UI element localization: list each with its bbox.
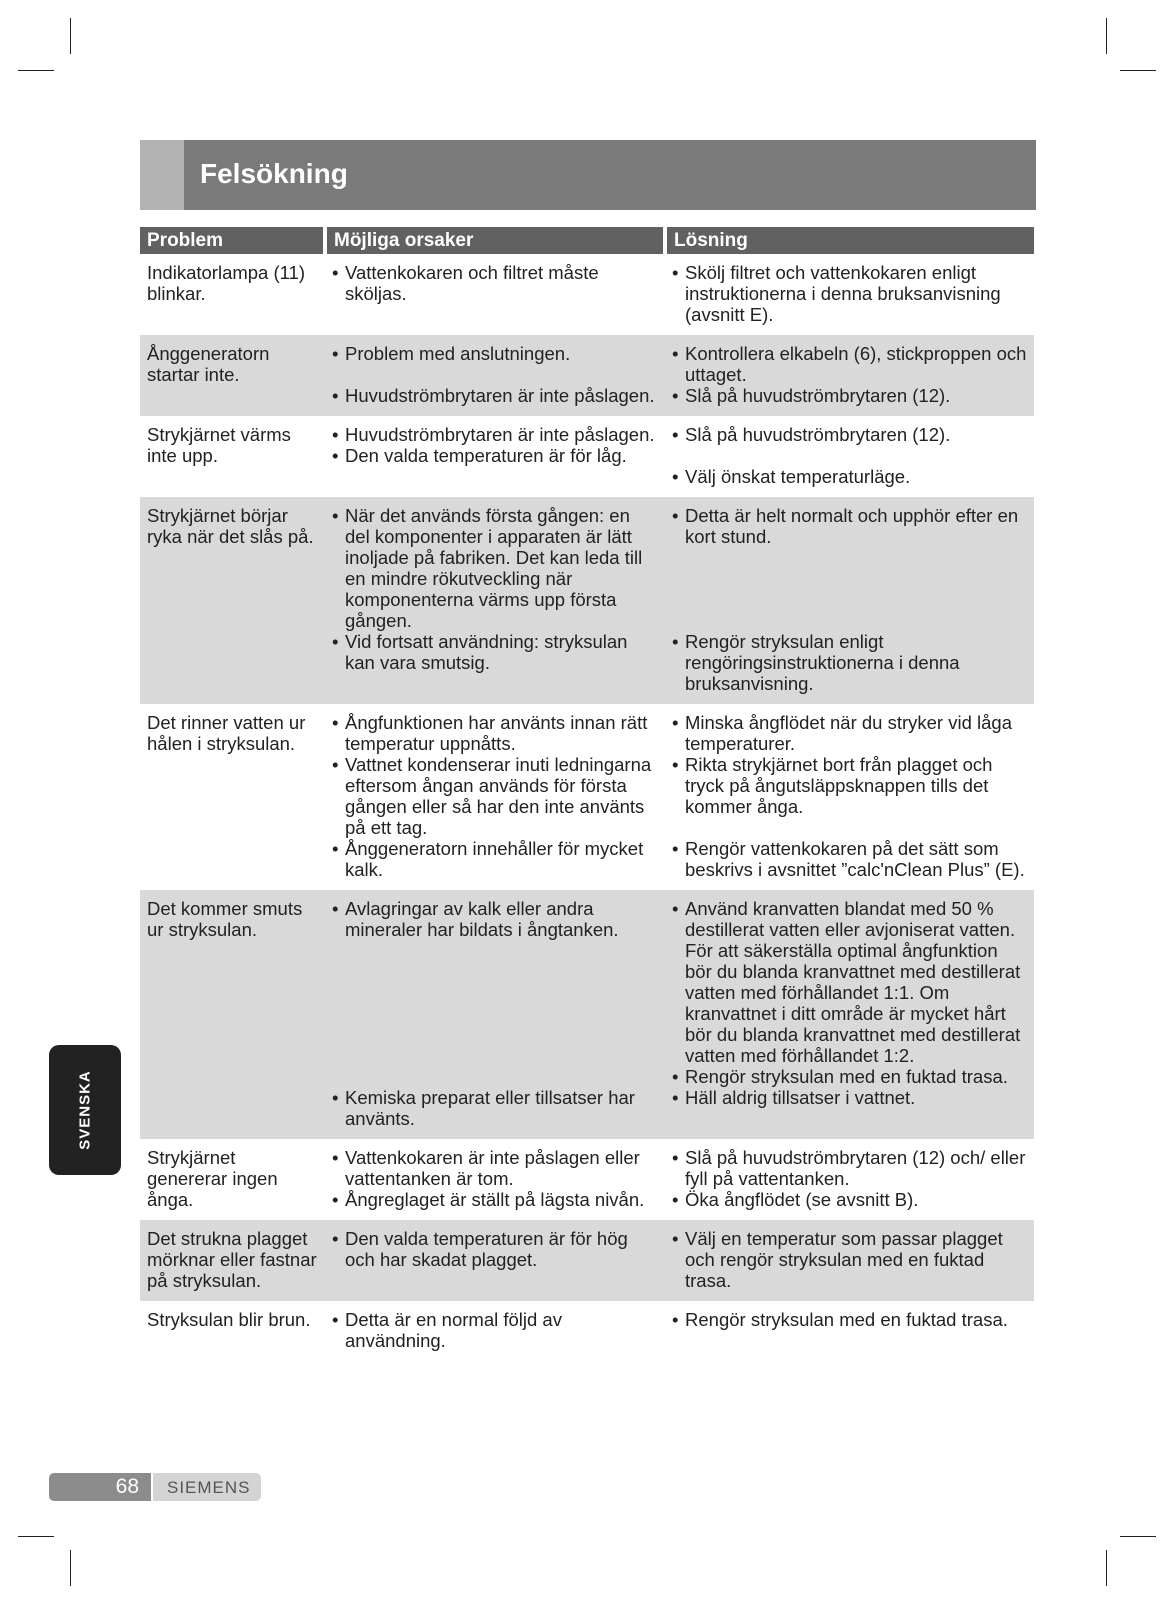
cause-item: • Ånggeneratorn innehåller för mycket kalk. — [332, 838, 659, 880]
solution-item: • Rengör stryksulan med en fuktad trasa. — [672, 1066, 1028, 1087]
table-row — [140, 497, 1034, 704]
cause-item: • Problem med anslutningen. — [332, 343, 659, 364]
cause-item: • Den valda temperaturen är för låg. — [332, 445, 659, 466]
causes-cell — [325, 704, 665, 890]
solution-item: • Kontrollera elkabeln (6), stickproppen och uttaget. — [672, 343, 1028, 385]
solution-item: • Slå på huvudströmbrytaren (12) och/ eller fyll på vattentanken. — [672, 1147, 1028, 1189]
header-solution: Lösning — [665, 227, 1034, 254]
table-row — [140, 1220, 1034, 1301]
cause-item: • Avlagringar av kalk eller andra mineraler har bildats i ångtanken. — [332, 898, 659, 940]
solution-item: • Använd kranvatten blandat med 50 % destillerat vatten eller avjoniserat vatten. För att säkerställa optimal ångfunktion bör du blanda kranvattnet med destillerat vatten med förhållandet 1:1. Om kranvattnet i ditt område är mycket hårt bör du blanda kranvattnet med destillerat vatten med förhållandet 1:2. — [672, 898, 1028, 1066]
cause-item: • Huvudströmbrytaren är inte påslagen. — [332, 424, 659, 445]
crop-mark — [1106, 1550, 1107, 1586]
solution-item: • Detta är helt normalt och upphör efter en kort stund. — [672, 505, 1028, 547]
cause-item: • Huvudströmbrytaren är inte påslagen. — [332, 385, 659, 406]
solution-item: • Häll aldrig tillsatser i vattnet. — [672, 1087, 1028, 1108]
causes-cell — [325, 497, 665, 704]
problem-cell: Strykjärnet börjar ryka när det slås på. — [140, 497, 325, 704]
problem-cell: Strykjärnet värms inte upp. — [147, 424, 291, 466]
header-causes: Möjliga orsaker — [325, 227, 665, 254]
solution-cell — [665, 497, 1034, 704]
brand-box — [153, 1473, 261, 1501]
table-row — [140, 890, 1034, 1139]
page-number-box — [49, 1473, 151, 1501]
brand-name: SIEMENS — [167, 1478, 251, 1497]
solution-item: • Slå på huvudströmbrytaren (12). — [672, 424, 1028, 445]
solution-cell — [665, 890, 1034, 1139]
table-row — [140, 1139, 1034, 1220]
troubleshooting-table — [140, 227, 1034, 1361]
solution-item: • Minska ångflödet när du stryker vid låga temperaturer. — [672, 712, 1028, 754]
title-accent-block — [140, 140, 184, 210]
crop-mark — [18, 1536, 54, 1537]
cause-item: • Kemiska preparat eller tillsatser har använts. — [332, 1087, 659, 1129]
crop-mark — [70, 18, 71, 54]
solution-item: • Rikta strykjärnet bort från plagget och tryck på ångutsläppsknappen tills det kommer ånga. — [672, 754, 1028, 817]
language-side-tab — [49, 1045, 121, 1175]
solution-cell — [665, 416, 1034, 497]
crop-mark — [1106, 18, 1107, 54]
causes-cell — [325, 1301, 665, 1361]
table-row — [140, 1301, 1034, 1361]
solution-item: • Välj önskat temperaturläge. — [672, 466, 1028, 487]
cause-item: • När det används första gången: en del komponenter i apparaten är lätt inoljade på fabriken. Det kan leda till en mindre rökutveckling när komponenterna värms upp första gången. — [332, 505, 659, 631]
solution-item: • Rengör stryksulan med en fuktad trasa. — [672, 1309, 1028, 1330]
problem-cell: Ånggeneratorn startar inte. — [140, 335, 325, 416]
solution-cell — [665, 704, 1034, 890]
table-row — [140, 254, 1034, 335]
causes-cell — [325, 416, 665, 497]
solution-cell — [665, 1301, 1034, 1361]
crop-mark — [1120, 1536, 1156, 1537]
table-row — [140, 416, 1034, 497]
crop-mark — [70, 1550, 71, 1586]
cause-item: • Ångfunktionen har använts innan rätt temperatur uppnåtts. — [332, 712, 659, 754]
page-number: 68 — [115, 1475, 139, 1498]
table-header-row — [140, 227, 1034, 254]
cause-item: • Vattenkokaren och filtret måste sköljas. — [332, 262, 659, 304]
causes-cell — [325, 1220, 665, 1301]
table-row — [140, 704, 1034, 890]
problem-cell: Det kommer smuts ur stryksulan. — [140, 890, 325, 1139]
causes-cell — [325, 890, 665, 1139]
crop-mark — [1120, 70, 1156, 71]
cause-item: • Vattnet kondenserar inuti ledningarna eftersom ångan används för första gången eller så har den inte använts på ett tag. — [332, 754, 659, 838]
solution-item: • Rengör vattenkokaren på det sätt som beskrivs i avsnittet ”calc'nClean Plus” (E). — [672, 838, 1028, 880]
cause-item: • Detta är en normal följd av användning. — [332, 1309, 659, 1351]
problem-cell: Det rinner vatten ur hålen i stryksulan. — [147, 712, 306, 754]
crop-mark — [18, 70, 54, 71]
solution-item: • Rengör stryksulan enligt rengöringsinstruktionerna i denna bruksanvisning. — [672, 631, 1028, 694]
section-title-bar — [140, 140, 1036, 210]
problem-cell: Strykjärnet genererar ingen ånga. — [147, 1147, 278, 1210]
causes-cell — [325, 1139, 665, 1220]
header-problem: Problem — [140, 227, 325, 254]
cause-item: • Vid fortsatt användning: stryksulan kan vara smutsig. — [332, 631, 659, 673]
cause-item: • Den valda temperaturen är för hög och har skadat plagget. — [332, 1228, 659, 1270]
problem-cell: Indikatorlampa (11) blinkar. — [147, 262, 306, 304]
solution-item: • Välj en temperatur som passar plagget och rengör stryksulan med en fuktad trasa. — [672, 1228, 1028, 1291]
cause-item: • Vattenkokaren är inte påslagen eller vattentanken är tom. — [332, 1147, 659, 1189]
language-label: SVENSKA — [76, 1070, 94, 1150]
page-title: Felsökning — [200, 158, 348, 189]
problem-cell: Det strukna plagget mörknar eller fastnar på stryksulan. — [140, 1220, 325, 1301]
solution-cell — [665, 1139, 1034, 1220]
solution-item: • Slå på huvudströmbrytaren (12). — [672, 385, 1028, 406]
solution-cell — [665, 1220, 1034, 1301]
problem-cell: Stryksulan blir brun. — [147, 1309, 311, 1330]
solution-item: • Öka ångflödet (se avsnitt B). — [672, 1189, 1028, 1210]
causes-cell — [325, 254, 665, 335]
causes-cell — [325, 335, 665, 416]
solution-cell — [665, 335, 1034, 416]
table-row — [140, 335, 1034, 416]
solution-cell — [665, 254, 1034, 335]
cause-item: • Ångreglaget är ställt på lägsta nivån. — [332, 1189, 659, 1210]
solution-item: • Skölj filtret och vattenkokaren enligt instruktionerna i denna bruksanvisning (avsnitt E). — [672, 262, 1028, 325]
